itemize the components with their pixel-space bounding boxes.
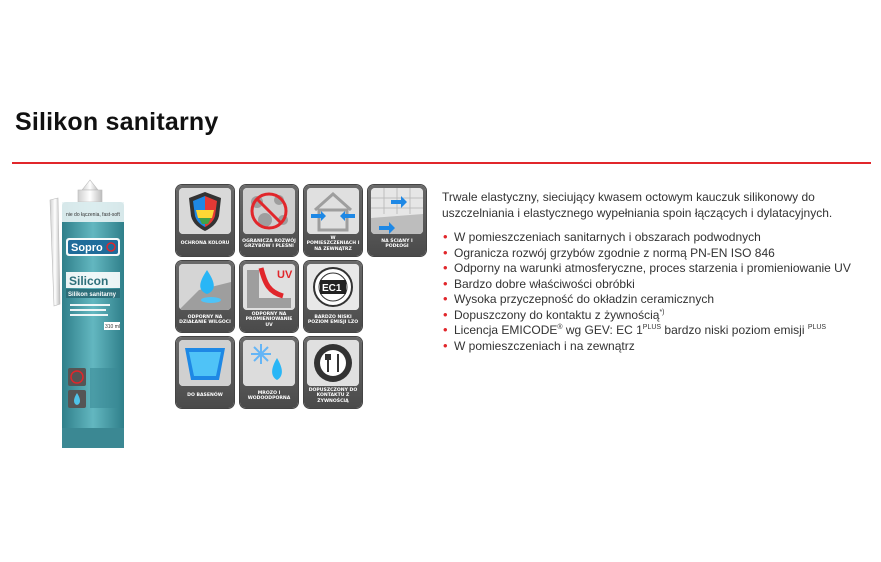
feature-list xyxy=(442,230,872,354)
bullet-icon: • xyxy=(443,275,448,291)
bullet-icon: • xyxy=(443,306,448,322)
list-item: • Licencja EMICODE® wg GEV: EC $1^{PLUS}$ bardzo niski poziom emisji $^{PLUS}$ xyxy=(443,322,827,337)
product-description xyxy=(442,189,872,354)
svg-text:UV: UV xyxy=(277,269,293,281)
title-divider xyxy=(12,162,871,164)
bullet-icon: • xyxy=(443,229,448,244)
bullet-icon: • xyxy=(443,291,448,306)
list-item: • W pomieszczeniach sanitarnych i obszarach podwodnych xyxy=(443,229,761,244)
colour-protection-icon: OCHRONA KOLORU xyxy=(176,185,234,256)
list-item: • Ogranicza rozwój grzybów zgodnie z normą PN-EN ISO 846 xyxy=(443,244,775,260)
bullet-icon: • xyxy=(443,244,448,260)
list-item: • Odporny na warunki atmosferyczne, proces starzenia i promieniowanie UV xyxy=(443,260,851,275)
svg-text:nie do łączenia, fast-soft: nie do łączenia, fast-soft xyxy=(66,212,120,218)
food-contact-icon: DOPUSZCZONY DO KONTAKTU Z ŻYWNOŚCIĄ xyxy=(304,337,362,408)
product-image xyxy=(44,176,134,454)
bullet-icon: • xyxy=(443,260,448,275)
anti-fungus-icon: OGRANICZA ROZWÓJ GRZYBÓW I PLEŚNI xyxy=(240,185,298,256)
page-title: Silikon sanitarny xyxy=(15,108,219,136)
indoor-outdoor-icon: W POMIESZCZENIACH I NA ZEWNĄTRZ xyxy=(304,185,362,256)
svg-text:EC1: EC1 xyxy=(322,283,342,294)
bullet-icon: • xyxy=(443,322,448,337)
list-item: • Wysoka przyczepność do okładzin ceramicznych xyxy=(443,291,714,306)
tube-cap xyxy=(82,180,98,190)
list-item: • W pomieszczeniach i na zewnątrz xyxy=(443,337,635,353)
brand-text: Sopro xyxy=(71,242,103,254)
bullet-icon: • xyxy=(443,337,448,353)
description-text: Trwale elastyczny, sieciujący kwasem octowym kauczuk silikonowy do uszczelniania i elastycznego wypełniania spoin łączących i dylatacyjnych. xyxy=(442,190,833,220)
frost-water-icon: MROZO I WODOODPORNA xyxy=(240,337,298,408)
list-item: • Bardzo dobre właściwości obróbki xyxy=(443,275,635,291)
tube-nozzle xyxy=(50,198,60,306)
uv-resistant-icon: UV ODPORNY NA PROMIENIOWANIE UV xyxy=(240,261,298,332)
wall-floor-icon: NA ŚCIANY I PODŁOGI xyxy=(368,185,426,256)
product-subtitle-text: Silikon sanitarny xyxy=(68,292,117,298)
product-name-text: Silicon xyxy=(69,274,109,288)
emicode-icon: EC1 BARDZO NISKI POZIOM EMISJI LZO xyxy=(304,261,362,332)
volume-text: 310 ml xyxy=(105,324,121,330)
pool-icon: DO BASENÓW xyxy=(176,337,234,408)
list-item: • Dopuszczony do kontaktu z żywnością*) xyxy=(443,306,665,322)
water-drop-icon: ODPORNY NA DZIAŁANIE WILGOCI xyxy=(176,261,234,332)
